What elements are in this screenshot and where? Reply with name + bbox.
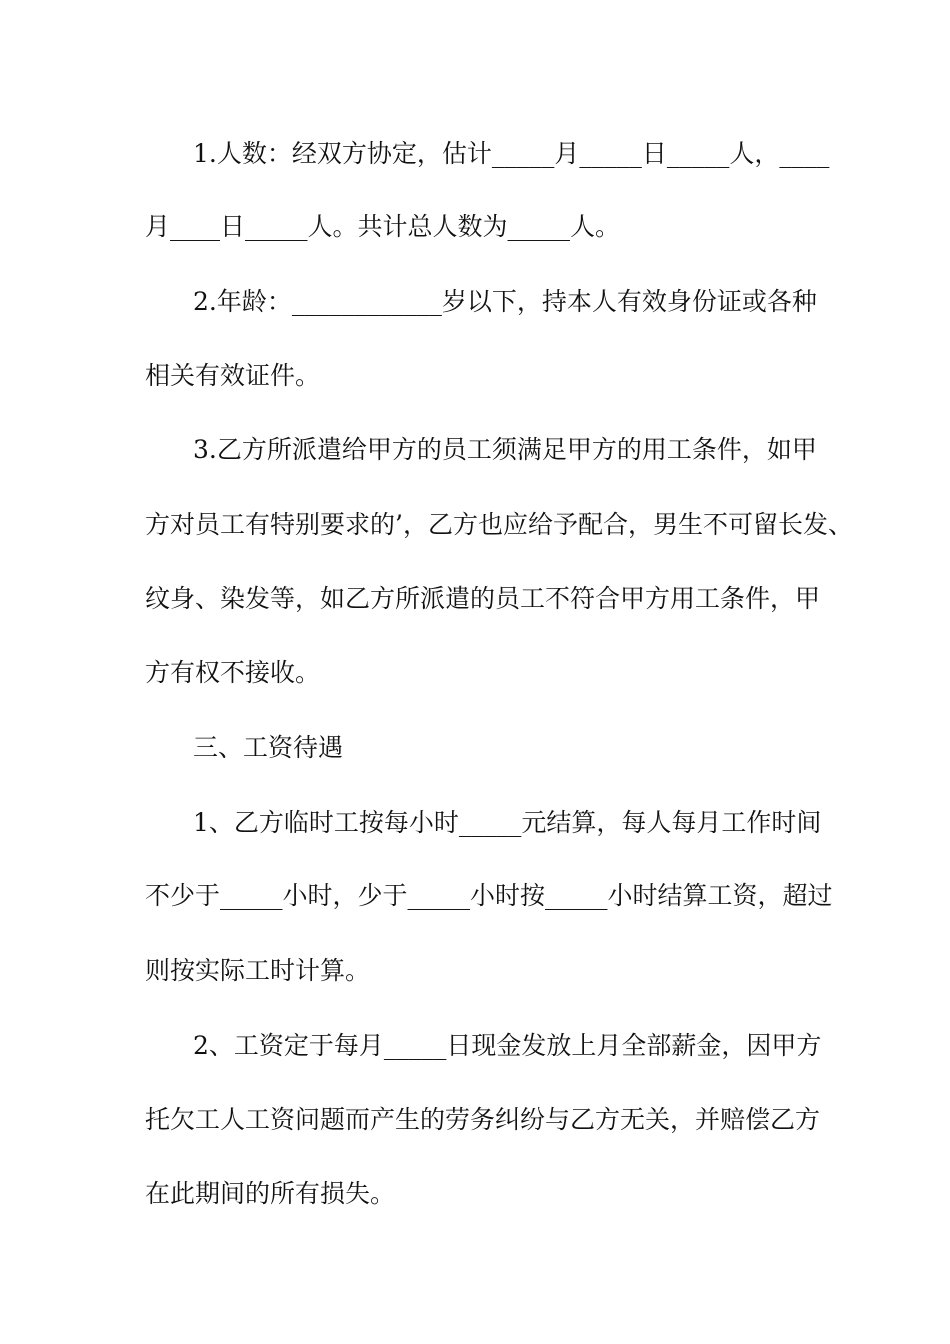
clause-2-line-1: 2.年龄：____________岁以下，持本人有效身份证或各种: [193, 287, 817, 316]
clause-2-line-2: 相关有效证件。: [145, 361, 321, 390]
section-heading-wages: 三、工资待遇: [193, 733, 344, 762]
clause-1-line-2: 月____日_____人。共计总人数为_____人。: [145, 212, 621, 241]
wage-clause-2-line-2: 托欠工人工资问题而产生的劳务纠纷与乙方无关，并赔偿乙方: [145, 1105, 821, 1134]
clause-1-line-1: 1.人数：经双方协定，估计_____月_____日_____人，____: [193, 139, 830, 168]
wage-clause-1-line-2: 不少于_____小时，少于_____小时按_____小时结算工资，超过: [145, 881, 833, 910]
wage-clause-2-line-1: 2、工资定于每月_____日现金发放上月全部薪金，因甲方: [193, 1031, 822, 1060]
clause-3-line-3: 纹身、染发等，如乙方所派遣的员工不符合甲方用工条件，甲: [145, 584, 821, 613]
clause-3-line-2: 方对员工有特别要求的’，乙方也应给予配合，男生不可留长发、: [145, 510, 853, 539]
clause-3-line-4: 方有权不接收。: [145, 658, 321, 687]
wage-clause-1-line-1: 1、乙方临时工按每小时_____元结算，每人每月工作时间: [193, 808, 822, 837]
clause-3-line-1: 3.乙方所派遣给甲方的员工须满足甲方的用工条件，如甲: [193, 435, 817, 464]
wage-clause-1-line-3: 则按实际工时计算。: [145, 956, 371, 985]
wage-clause-2-line-3: 在此期间的所有损失。: [145, 1179, 396, 1208]
